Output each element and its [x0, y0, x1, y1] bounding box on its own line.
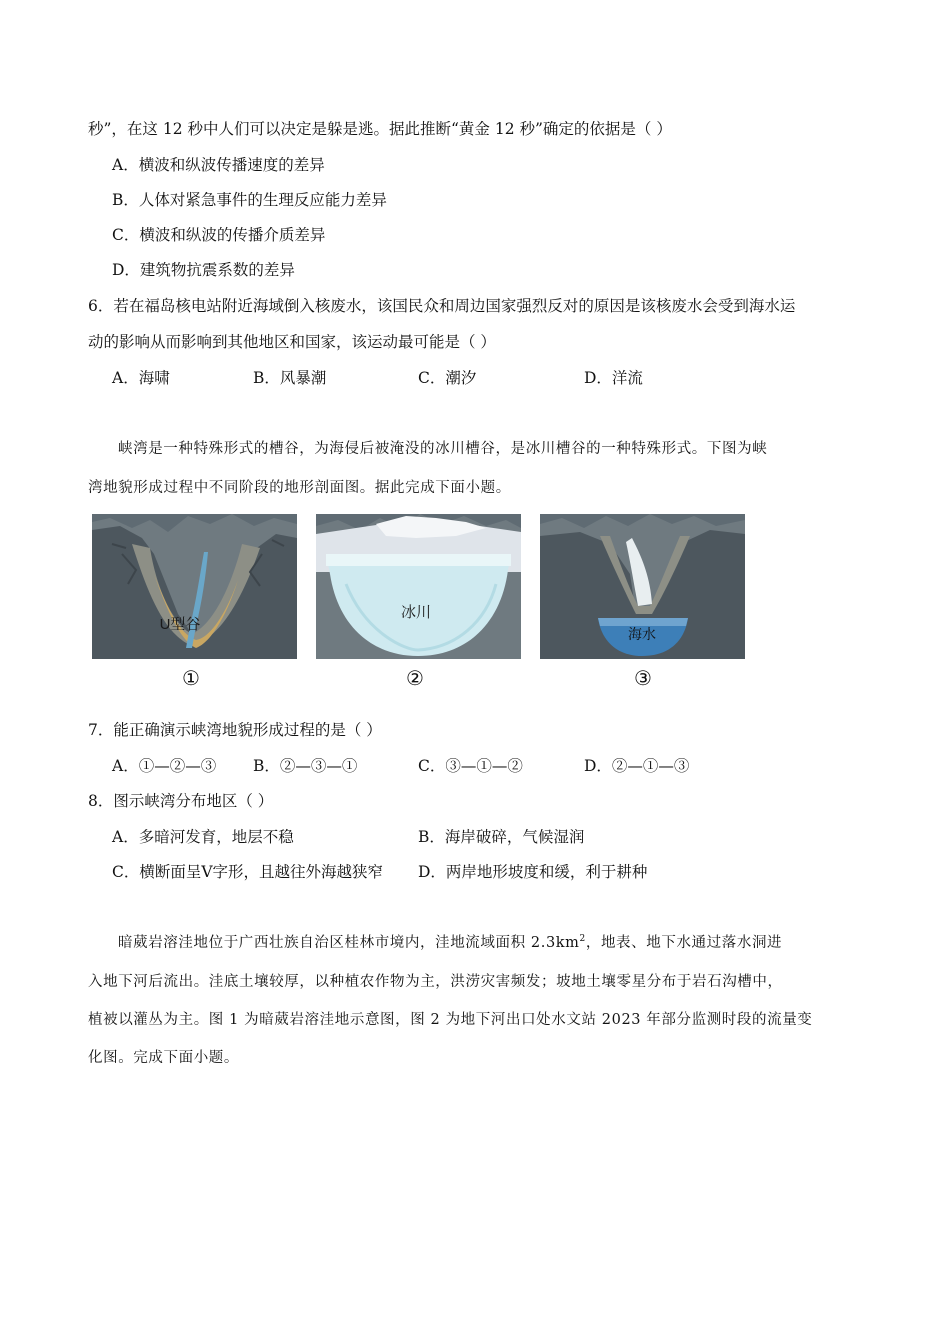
karst-intro-line1-a: 暗葳岩溶洼地位于广西壮族自治区桂林市境内，洼地流域面积 2.3km — [118, 935, 580, 951]
glacier-label: 冰川 — [400, 604, 432, 621]
q5-option-c: C．横波和纵波的传播介质差异 — [112, 226, 326, 244]
q7-option-c: C．③—①—② — [418, 757, 523, 775]
q6-option-a: A．海啸 — [112, 369, 170, 387]
q7-option-a: A．①—②—③ — [112, 757, 217, 775]
q8-option-b: B．海岸破碎，气候湿润 — [418, 828, 585, 846]
q6-option-d: D．洋流 — [584, 369, 643, 387]
figure-panel-sea-water — [540, 514, 745, 659]
karst-intro-line4: 化图。完成下面小题。 — [88, 1050, 239, 1066]
figure-panel-glacier — [316, 514, 521, 659]
karst-intro-line1 — [88, 931, 863, 952]
q6-stem-line1: 6．若在福岛核电站附近海域倒入核废水，该国民众和周边国家强烈反对的原因是该核废水会受到海水运 — [88, 297, 796, 315]
figure-panel-u-valley — [92, 514, 297, 659]
q6-stem-line2: 动的影响从而影响到其他地区和国家，该运动最可能是（ ） — [88, 333, 496, 351]
q7-option-b: B．②—③—① — [253, 757, 358, 775]
karst-intro-line1-b: ，地表、地下水通过落水洞进 — [585, 935, 783, 951]
q5-option-b: B．人体对紧急事件的生理反应能力差异 — [112, 191, 387, 209]
u-valley-label: U型谷 — [159, 616, 201, 633]
q8-option-c: C．横断面呈Ⅴ字形，且越往外海越狭窄 — [112, 863, 384, 881]
q6-option-c: C．潮汐 — [418, 369, 477, 387]
q7-option-d: D．②—①—③ — [584, 757, 690, 775]
q8-stem: 8．图示峡湾分布地区（ ） — [88, 792, 274, 810]
q6-option-b: B．风暴潮 — [253, 369, 327, 387]
figure-number-2: ② — [406, 666, 424, 690]
q5-stem-tail: 秒”，在这 12 秒中人们可以决定是躲是逃。据此推断“黄金 12 秒”确定的依据是（ ） — [88, 120, 672, 138]
karst-intro-line2: 入地下河后流出。洼底土壤较厚，以种植农作物为主，洪涝灾害频发；坡地土壤零星分布于岩石沟槽中， — [88, 974, 783, 990]
sea-water-label: 海水 — [628, 626, 656, 642]
figure-number-3: ③ — [634, 666, 652, 690]
fjord-intro-line1: 峡湾是一种特殊形式的槽谷，为海侵后被淹没的冰川槽谷，是冰川槽谷的一种特殊形式。下图为峡 — [118, 441, 768, 457]
q8-option-a: A．多暗河发育，地层不稳 — [112, 828, 294, 846]
q8-option-d: D．两岸地形坡度和缓，利于耕种 — [418, 863, 648, 881]
q5-option-d: D．建筑物抗震系数的差异 — [112, 261, 295, 279]
fjord-intro-line2: 湾地貌形成过程中不同阶段的地形剖面图。据此完成下面小题。 — [88, 480, 511, 496]
q5-option-a: A．横波和纵波传播速度的差异 — [112, 156, 325, 174]
q7-stem: 7．能正确演示峡湾地貌形成过程的是（ ） — [88, 721, 382, 739]
karst-intro-line1-sup: 2 — [579, 934, 586, 945]
figure-number-1: ① — [182, 666, 200, 690]
karst-intro-line3: 植被以灌丛为主。图 1 为暗葳岩溶洼地示意图，图 2 为地下河出口处水文站 2023 年部分监测时段的流量变 — [88, 1012, 813, 1028]
